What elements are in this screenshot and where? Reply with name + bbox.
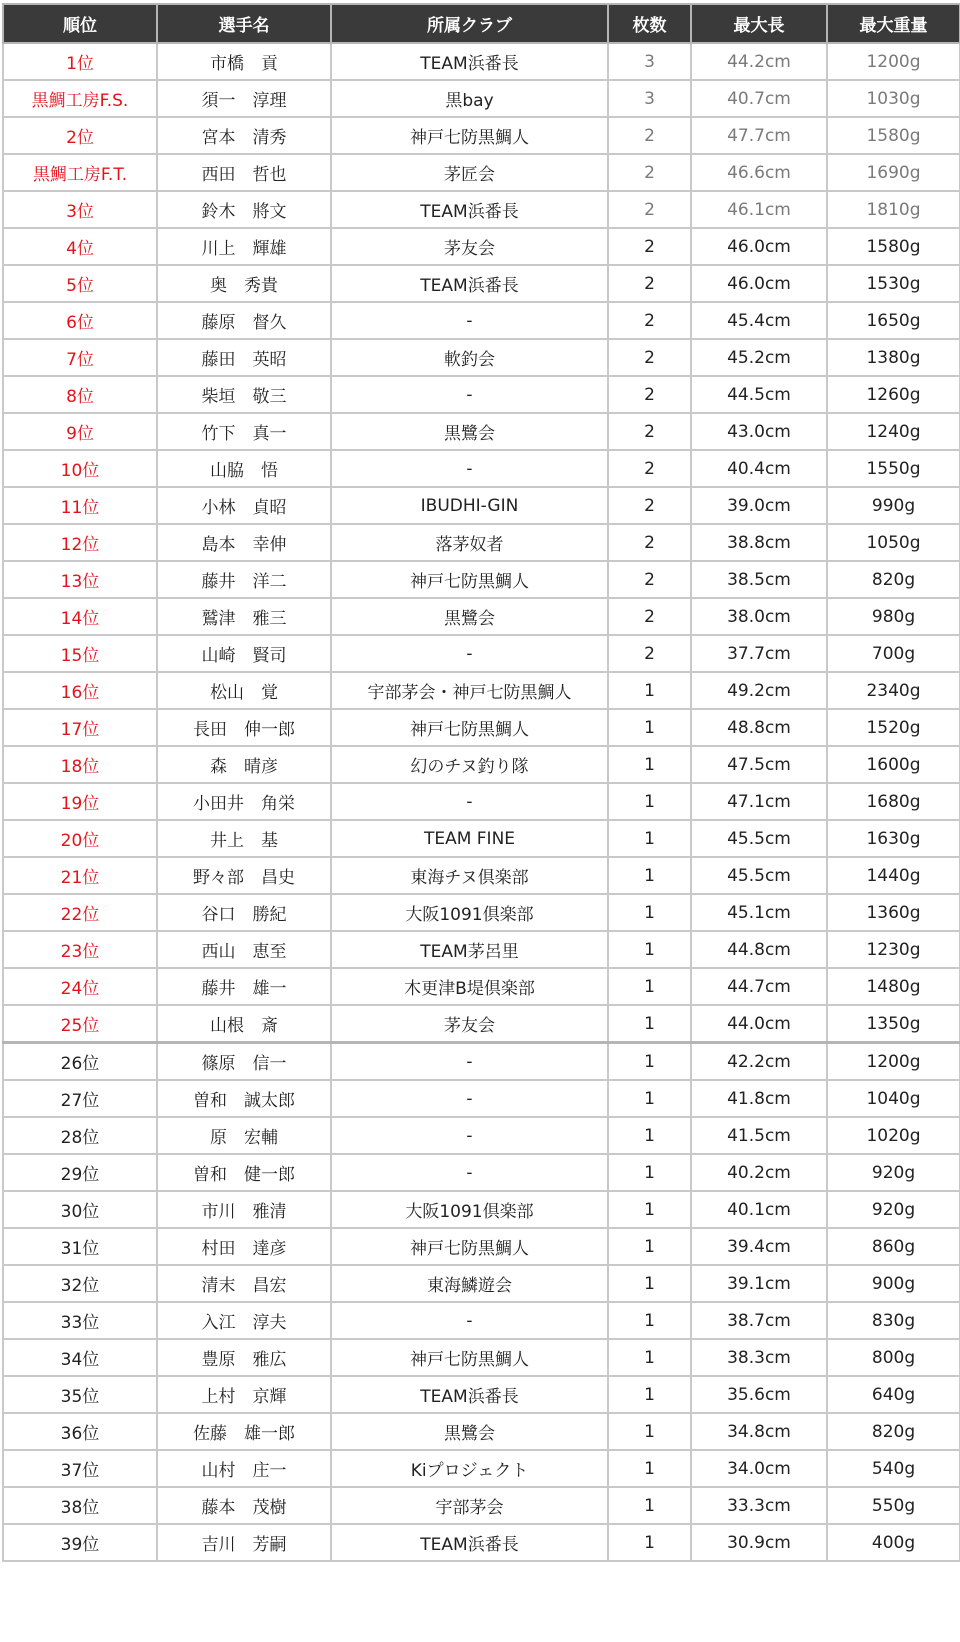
name-cell: 藤本 茂樹: [157, 1487, 331, 1524]
name-cell: 森 晴彦: [157, 746, 331, 783]
rank-cell: 33位: [3, 1302, 157, 1339]
max-length-cell: 38.0cm: [691, 598, 827, 635]
rank-cell: 10位: [3, 450, 157, 487]
club-cell: -: [331, 1043, 608, 1081]
max-weight-cell: 990g: [827, 487, 960, 524]
count-cell: 2: [608, 302, 691, 339]
table-row: [3, 413, 960, 450]
rank-cell: 14位: [3, 598, 157, 635]
club-cell: 黒鷺会: [331, 598, 608, 635]
max-length-cell: 38.7cm: [691, 1302, 827, 1339]
count-cell: 2: [608, 265, 691, 302]
max-length-cell: 38.5cm: [691, 561, 827, 598]
rank-cell: 26位: [3, 1043, 157, 1081]
name-cell: 鈴木 將文: [157, 191, 331, 228]
table-row: [3, 561, 960, 598]
max-weight-cell: 1580g: [827, 228, 960, 265]
max-length-cell: 40.1cm: [691, 1191, 827, 1228]
name-cell: 村田 達彦: [157, 1228, 331, 1265]
name-cell: 上村 京輝: [157, 1376, 331, 1413]
max-weight-cell: 640g: [827, 1376, 960, 1413]
club-cell: 軟釣会: [331, 339, 608, 376]
max-length-cell: 39.4cm: [691, 1228, 827, 1265]
table-row: [3, 1302, 960, 1339]
rank-cell: 6位: [3, 302, 157, 339]
count-cell: 1: [608, 1154, 691, 1191]
name-cell: 清末 昌宏: [157, 1265, 331, 1302]
club-cell: TEAM茅呂里: [331, 931, 608, 968]
table-row: [3, 43, 960, 80]
max-weight-cell: 920g: [827, 1154, 960, 1191]
max-weight-cell: 830g: [827, 1302, 960, 1339]
count-cell: 2: [608, 191, 691, 228]
header-count: 枚数: [608, 4, 691, 43]
table-row: [3, 672, 960, 709]
rank-cell: 38位: [3, 1487, 157, 1524]
name-cell: 山脇 悟: [157, 450, 331, 487]
max-length-cell: 45.1cm: [691, 894, 827, 931]
rank-cell: 2位: [3, 117, 157, 154]
max-weight-cell: 820g: [827, 1413, 960, 1450]
max-length-cell: 44.0cm: [691, 1005, 827, 1043]
max-length-cell: 45.5cm: [691, 857, 827, 894]
max-weight-cell: 920g: [827, 1191, 960, 1228]
max-length-cell: 46.0cm: [691, 265, 827, 302]
max-weight-cell: 1690g: [827, 154, 960, 191]
rank-cell: 11位: [3, 487, 157, 524]
count-cell: 2: [608, 376, 691, 413]
rank-cell: 25位: [3, 1005, 157, 1043]
max-weight-cell: 1520g: [827, 709, 960, 746]
name-cell: 吉川 芳嗣: [157, 1524, 331, 1561]
max-length-cell: 44.7cm: [691, 968, 827, 1005]
name-cell: 井上 基: [157, 820, 331, 857]
table-row: [3, 820, 960, 857]
club-cell: 茅友会: [331, 1005, 608, 1043]
club-cell: 神戸七防黒鯛人: [331, 561, 608, 598]
name-cell: 宮本 清秀: [157, 117, 331, 154]
table-row: [3, 635, 960, 672]
name-cell: 原 宏輔: [157, 1117, 331, 1154]
rank-cell: 36位: [3, 1413, 157, 1450]
name-cell: 山崎 賢司: [157, 635, 331, 672]
club-cell: -: [331, 302, 608, 339]
max-length-cell: 35.6cm: [691, 1376, 827, 1413]
max-weight-cell: 400g: [827, 1524, 960, 1561]
rank-cell: 9位: [3, 413, 157, 450]
club-cell: 落茅奴者: [331, 524, 608, 561]
table-row: [3, 302, 960, 339]
table-row: [3, 376, 960, 413]
name-cell: 西山 恵至: [157, 931, 331, 968]
max-length-cell: 41.5cm: [691, 1117, 827, 1154]
max-length-cell: 39.0cm: [691, 487, 827, 524]
max-length-cell: 45.5cm: [691, 820, 827, 857]
max-weight-cell: 1480g: [827, 968, 960, 1005]
max-length-cell: 45.4cm: [691, 302, 827, 339]
count-cell: 3: [608, 80, 691, 117]
count-cell: 2: [608, 598, 691, 635]
table-row: [3, 228, 960, 265]
rank-cell: 17位: [3, 709, 157, 746]
club-cell: 神戸七防黒鯛人: [331, 1228, 608, 1265]
rank-cell: 39位: [3, 1524, 157, 1561]
name-cell: 市橋 貢: [157, 43, 331, 80]
max-length-cell: 39.1cm: [691, 1265, 827, 1302]
max-weight-cell: 540g: [827, 1450, 960, 1487]
count-cell: 1: [608, 1376, 691, 1413]
max-weight-cell: 1050g: [827, 524, 960, 561]
rank-cell: 黒鯛工房F.T.: [3, 154, 157, 191]
club-cell: 東海チヌ倶楽部: [331, 857, 608, 894]
max-weight-cell: 700g: [827, 635, 960, 672]
max-length-cell: 40.7cm: [691, 80, 827, 117]
table-row: [3, 1413, 960, 1450]
club-cell: 茅匠会: [331, 154, 608, 191]
count-cell: 1: [608, 672, 691, 709]
max-length-cell: 44.5cm: [691, 376, 827, 413]
max-weight-cell: 1440g: [827, 857, 960, 894]
rank-cell: 31位: [3, 1228, 157, 1265]
rank-cell: 21位: [3, 857, 157, 894]
table-row: [3, 1117, 960, 1154]
max-weight-cell: 1350g: [827, 1005, 960, 1043]
max-weight-cell: 860g: [827, 1228, 960, 1265]
club-cell: 幻のチヌ釣り隊: [331, 746, 608, 783]
name-cell: 篠原 信一: [157, 1043, 331, 1081]
table-row: [3, 339, 960, 376]
count-cell: 1: [608, 1524, 691, 1561]
rank-cell: 16位: [3, 672, 157, 709]
max-length-cell: 49.2cm: [691, 672, 827, 709]
club-cell: 東海鱗遊会: [331, 1265, 608, 1302]
max-length-cell: 45.2cm: [691, 339, 827, 376]
table-row: [3, 1376, 960, 1413]
max-weight-cell: 1030g: [827, 80, 960, 117]
max-length-cell: 37.7cm: [691, 635, 827, 672]
results-table: [2, 3, 960, 1562]
max-weight-cell: 820g: [827, 561, 960, 598]
club-cell: Kiプロジェクト: [331, 1450, 608, 1487]
table-row: [3, 857, 960, 894]
header-max-weight: 最大重量: [827, 4, 960, 43]
club-cell: -: [331, 1117, 608, 1154]
max-length-cell: 41.8cm: [691, 1080, 827, 1117]
max-length-cell: 46.0cm: [691, 228, 827, 265]
club-cell: 宇部茅会: [331, 1487, 608, 1524]
rank-cell: 12位: [3, 524, 157, 561]
count-cell: 2: [608, 487, 691, 524]
rank-cell: 15位: [3, 635, 157, 672]
max-length-cell: 47.1cm: [691, 783, 827, 820]
rank-cell: 23位: [3, 931, 157, 968]
count-cell: 1: [608, 968, 691, 1005]
max-length-cell: 44.2cm: [691, 43, 827, 80]
name-cell: 鷲津 雅三: [157, 598, 331, 635]
count-cell: 1: [608, 820, 691, 857]
max-length-cell: 48.8cm: [691, 709, 827, 746]
count-cell: 1: [608, 1413, 691, 1450]
table-row: [3, 450, 960, 487]
name-cell: 奥 秀貴: [157, 265, 331, 302]
club-cell: TEAM FINE: [331, 820, 608, 857]
table-row: [3, 265, 960, 302]
rank-cell: 1位: [3, 43, 157, 80]
max-length-cell: 34.8cm: [691, 1413, 827, 1450]
name-cell: 曽和 誠太郎: [157, 1080, 331, 1117]
max-length-cell: 43.0cm: [691, 413, 827, 450]
count-cell: 1: [608, 1302, 691, 1339]
count-cell: 2: [608, 413, 691, 450]
count-cell: 1: [608, 783, 691, 820]
rank-cell: 3位: [3, 191, 157, 228]
table-row: [3, 598, 960, 635]
header-name: 選手名: [157, 4, 331, 43]
name-cell: 藤井 雄一: [157, 968, 331, 1005]
max-weight-cell: 980g: [827, 598, 960, 635]
table-row: [3, 1228, 960, 1265]
count-cell: 2: [608, 635, 691, 672]
max-weight-cell: 1360g: [827, 894, 960, 931]
table-row: [3, 524, 960, 561]
count-cell: 2: [608, 524, 691, 561]
rank-cell: 19位: [3, 783, 157, 820]
max-length-cell: 30.9cm: [691, 1524, 827, 1561]
count-cell: 1: [608, 1265, 691, 1302]
count-cell: 1: [608, 1339, 691, 1376]
table-row: [3, 894, 960, 931]
name-cell: 谷口 勝紀: [157, 894, 331, 931]
rank-cell: 28位: [3, 1117, 157, 1154]
club-cell: -: [331, 1154, 608, 1191]
table-row: [3, 1524, 960, 1561]
club-cell: 神戸七防黒鯛人: [331, 709, 608, 746]
count-cell: 1: [608, 1043, 691, 1081]
max-weight-cell: 1230g: [827, 931, 960, 968]
max-weight-cell: 1200g: [827, 1043, 960, 1081]
club-cell: TEAM浜番長: [331, 191, 608, 228]
rank-cell: 30位: [3, 1191, 157, 1228]
club-cell: 茅友会: [331, 228, 608, 265]
header-club: 所属クラブ: [331, 4, 608, 43]
max-weight-cell: 1650g: [827, 302, 960, 339]
rank-cell: 24位: [3, 968, 157, 1005]
club-cell: 大阪1091倶楽部: [331, 894, 608, 931]
table-row: [3, 1080, 960, 1117]
count-cell: 1: [608, 746, 691, 783]
max-weight-cell: 1240g: [827, 413, 960, 450]
rank-cell: 29位: [3, 1154, 157, 1191]
max-weight-cell: 2340g: [827, 672, 960, 709]
name-cell: 柴垣 敬三: [157, 376, 331, 413]
rank-cell: 20位: [3, 820, 157, 857]
count-cell: 3: [608, 43, 691, 80]
table-row: [3, 968, 960, 1005]
rank-cell: 22位: [3, 894, 157, 931]
rank-cell: 35位: [3, 1376, 157, 1413]
name-cell: 藤田 英昭: [157, 339, 331, 376]
name-cell: 曽和 健一郎: [157, 1154, 331, 1191]
max-length-cell: 40.4cm: [691, 450, 827, 487]
max-length-cell: 42.2cm: [691, 1043, 827, 1081]
max-length-cell: 38.3cm: [691, 1339, 827, 1376]
club-cell: 黒鷺会: [331, 1413, 608, 1450]
table-row: [3, 1005, 960, 1043]
rank-cell: 18位: [3, 746, 157, 783]
max-weight-cell: 1810g: [827, 191, 960, 228]
header-rank: 順位: [3, 4, 157, 43]
rank-cell: 7位: [3, 339, 157, 376]
club-cell: IBUDHI-GIN: [331, 487, 608, 524]
table-row: [3, 1487, 960, 1524]
rank-cell: 8位: [3, 376, 157, 413]
count-cell: 1: [608, 1191, 691, 1228]
club-cell: 大阪1091倶楽部: [331, 1191, 608, 1228]
count-cell: 2: [608, 561, 691, 598]
club-cell: -: [331, 450, 608, 487]
rank-cell: 37位: [3, 1450, 157, 1487]
club-cell: 木更津B堤倶楽部: [331, 968, 608, 1005]
count-cell: 2: [608, 339, 691, 376]
max-length-cell: 38.8cm: [691, 524, 827, 561]
name-cell: 須一 淳理: [157, 80, 331, 117]
club-cell: -: [331, 376, 608, 413]
max-weight-cell: 1380g: [827, 339, 960, 376]
club-cell: -: [331, 1080, 608, 1117]
count-cell: 1: [608, 709, 691, 746]
header-max-length: 最大長: [691, 4, 827, 43]
name-cell: 佐藤 雄一郎: [157, 1413, 331, 1450]
rank-cell: 32位: [3, 1265, 157, 1302]
name-cell: 川上 輝雄: [157, 228, 331, 265]
rank-cell: 27位: [3, 1080, 157, 1117]
rank-cell: 34位: [3, 1339, 157, 1376]
max-length-cell: 47.5cm: [691, 746, 827, 783]
name-cell: 市川 雅清: [157, 1191, 331, 1228]
name-cell: 竹下 真一: [157, 413, 331, 450]
club-cell: 神戸七防黒鯛人: [331, 1339, 608, 1376]
club-cell: TEAM浜番長: [331, 43, 608, 80]
max-weight-cell: 800g: [827, 1339, 960, 1376]
table-row: [3, 191, 960, 228]
name-cell: 小林 貞昭: [157, 487, 331, 524]
name-cell: 山村 庄一: [157, 1450, 331, 1487]
table-row: [3, 1339, 960, 1376]
max-weight-cell: 900g: [827, 1265, 960, 1302]
table-row: [3, 154, 960, 191]
max-length-cell: 34.0cm: [691, 1450, 827, 1487]
max-length-cell: 47.7cm: [691, 117, 827, 154]
count-cell: 2: [608, 450, 691, 487]
table-row: [3, 746, 960, 783]
table-row: [3, 487, 960, 524]
table-row: [3, 1154, 960, 1191]
club-cell: TEAM浜番長: [331, 1524, 608, 1561]
count-cell: 1: [608, 1117, 691, 1154]
table-row: [3, 117, 960, 154]
count-cell: 2: [608, 154, 691, 191]
table-row: [3, 783, 960, 820]
count-cell: 2: [608, 228, 691, 265]
count-cell: 1: [608, 894, 691, 931]
name-cell: 野々部 昌史: [157, 857, 331, 894]
table-row: [3, 931, 960, 968]
header-row: [3, 4, 960, 43]
club-cell: -: [331, 783, 608, 820]
table-row: [3, 1043, 960, 1081]
count-cell: 1: [608, 1080, 691, 1117]
name-cell: 西田 哲也: [157, 154, 331, 191]
count-cell: 1: [608, 1005, 691, 1043]
max-weight-cell: 1260g: [827, 376, 960, 413]
club-cell: 黒鷺会: [331, 413, 608, 450]
name-cell: 長田 伸一郎: [157, 709, 331, 746]
count-cell: 1: [608, 1450, 691, 1487]
count-cell: 1: [608, 931, 691, 968]
max-weight-cell: 1600g: [827, 746, 960, 783]
count-cell: 1: [608, 857, 691, 894]
name-cell: 松山 覚: [157, 672, 331, 709]
table-row: [3, 1265, 960, 1302]
rank-cell: 4位: [3, 228, 157, 265]
table-row: [3, 80, 960, 117]
name-cell: 島本 幸伸: [157, 524, 331, 561]
max-weight-cell: 1200g: [827, 43, 960, 80]
count-cell: 1: [608, 1228, 691, 1265]
name-cell: 豊原 雅広: [157, 1339, 331, 1376]
max-weight-cell: 1530g: [827, 265, 960, 302]
max-weight-cell: 1680g: [827, 783, 960, 820]
max-length-cell: 40.2cm: [691, 1154, 827, 1191]
name-cell: 入江 淳夫: [157, 1302, 331, 1339]
max-weight-cell: 1580g: [827, 117, 960, 154]
name-cell: 藤原 督久: [157, 302, 331, 339]
club-cell: TEAM浜番長: [331, 1376, 608, 1413]
club-cell: -: [331, 1302, 608, 1339]
max-length-cell: 44.8cm: [691, 931, 827, 968]
count-cell: 2: [608, 117, 691, 154]
name-cell: 藤井 洋二: [157, 561, 331, 598]
club-cell: -: [331, 635, 608, 672]
club-cell: 黒bay: [331, 80, 608, 117]
max-length-cell: 46.1cm: [691, 191, 827, 228]
max-length-cell: 33.3cm: [691, 1487, 827, 1524]
count-cell: 1: [608, 1487, 691, 1524]
name-cell: 小田井 角栄: [157, 783, 331, 820]
rank-cell: 5位: [3, 265, 157, 302]
max-weight-cell: 550g: [827, 1487, 960, 1524]
max-weight-cell: 1040g: [827, 1080, 960, 1117]
club-cell: 神戸七防黒鯛人: [331, 117, 608, 154]
rank-cell: 13位: [3, 561, 157, 598]
rank-cell: 黒鯛工房F.S.: [3, 80, 157, 117]
table-row: [3, 1191, 960, 1228]
table-row: [3, 1450, 960, 1487]
table-row: [3, 709, 960, 746]
max-length-cell: 46.6cm: [691, 154, 827, 191]
max-weight-cell: 1630g: [827, 820, 960, 857]
max-weight-cell: 1550g: [827, 450, 960, 487]
club-cell: 宇部茅会・神戸七防黒鯛人: [331, 672, 608, 709]
club-cell: TEAM浜番長: [331, 265, 608, 302]
max-weight-cell: 1020g: [827, 1117, 960, 1154]
name-cell: 山根 斎: [157, 1005, 331, 1043]
